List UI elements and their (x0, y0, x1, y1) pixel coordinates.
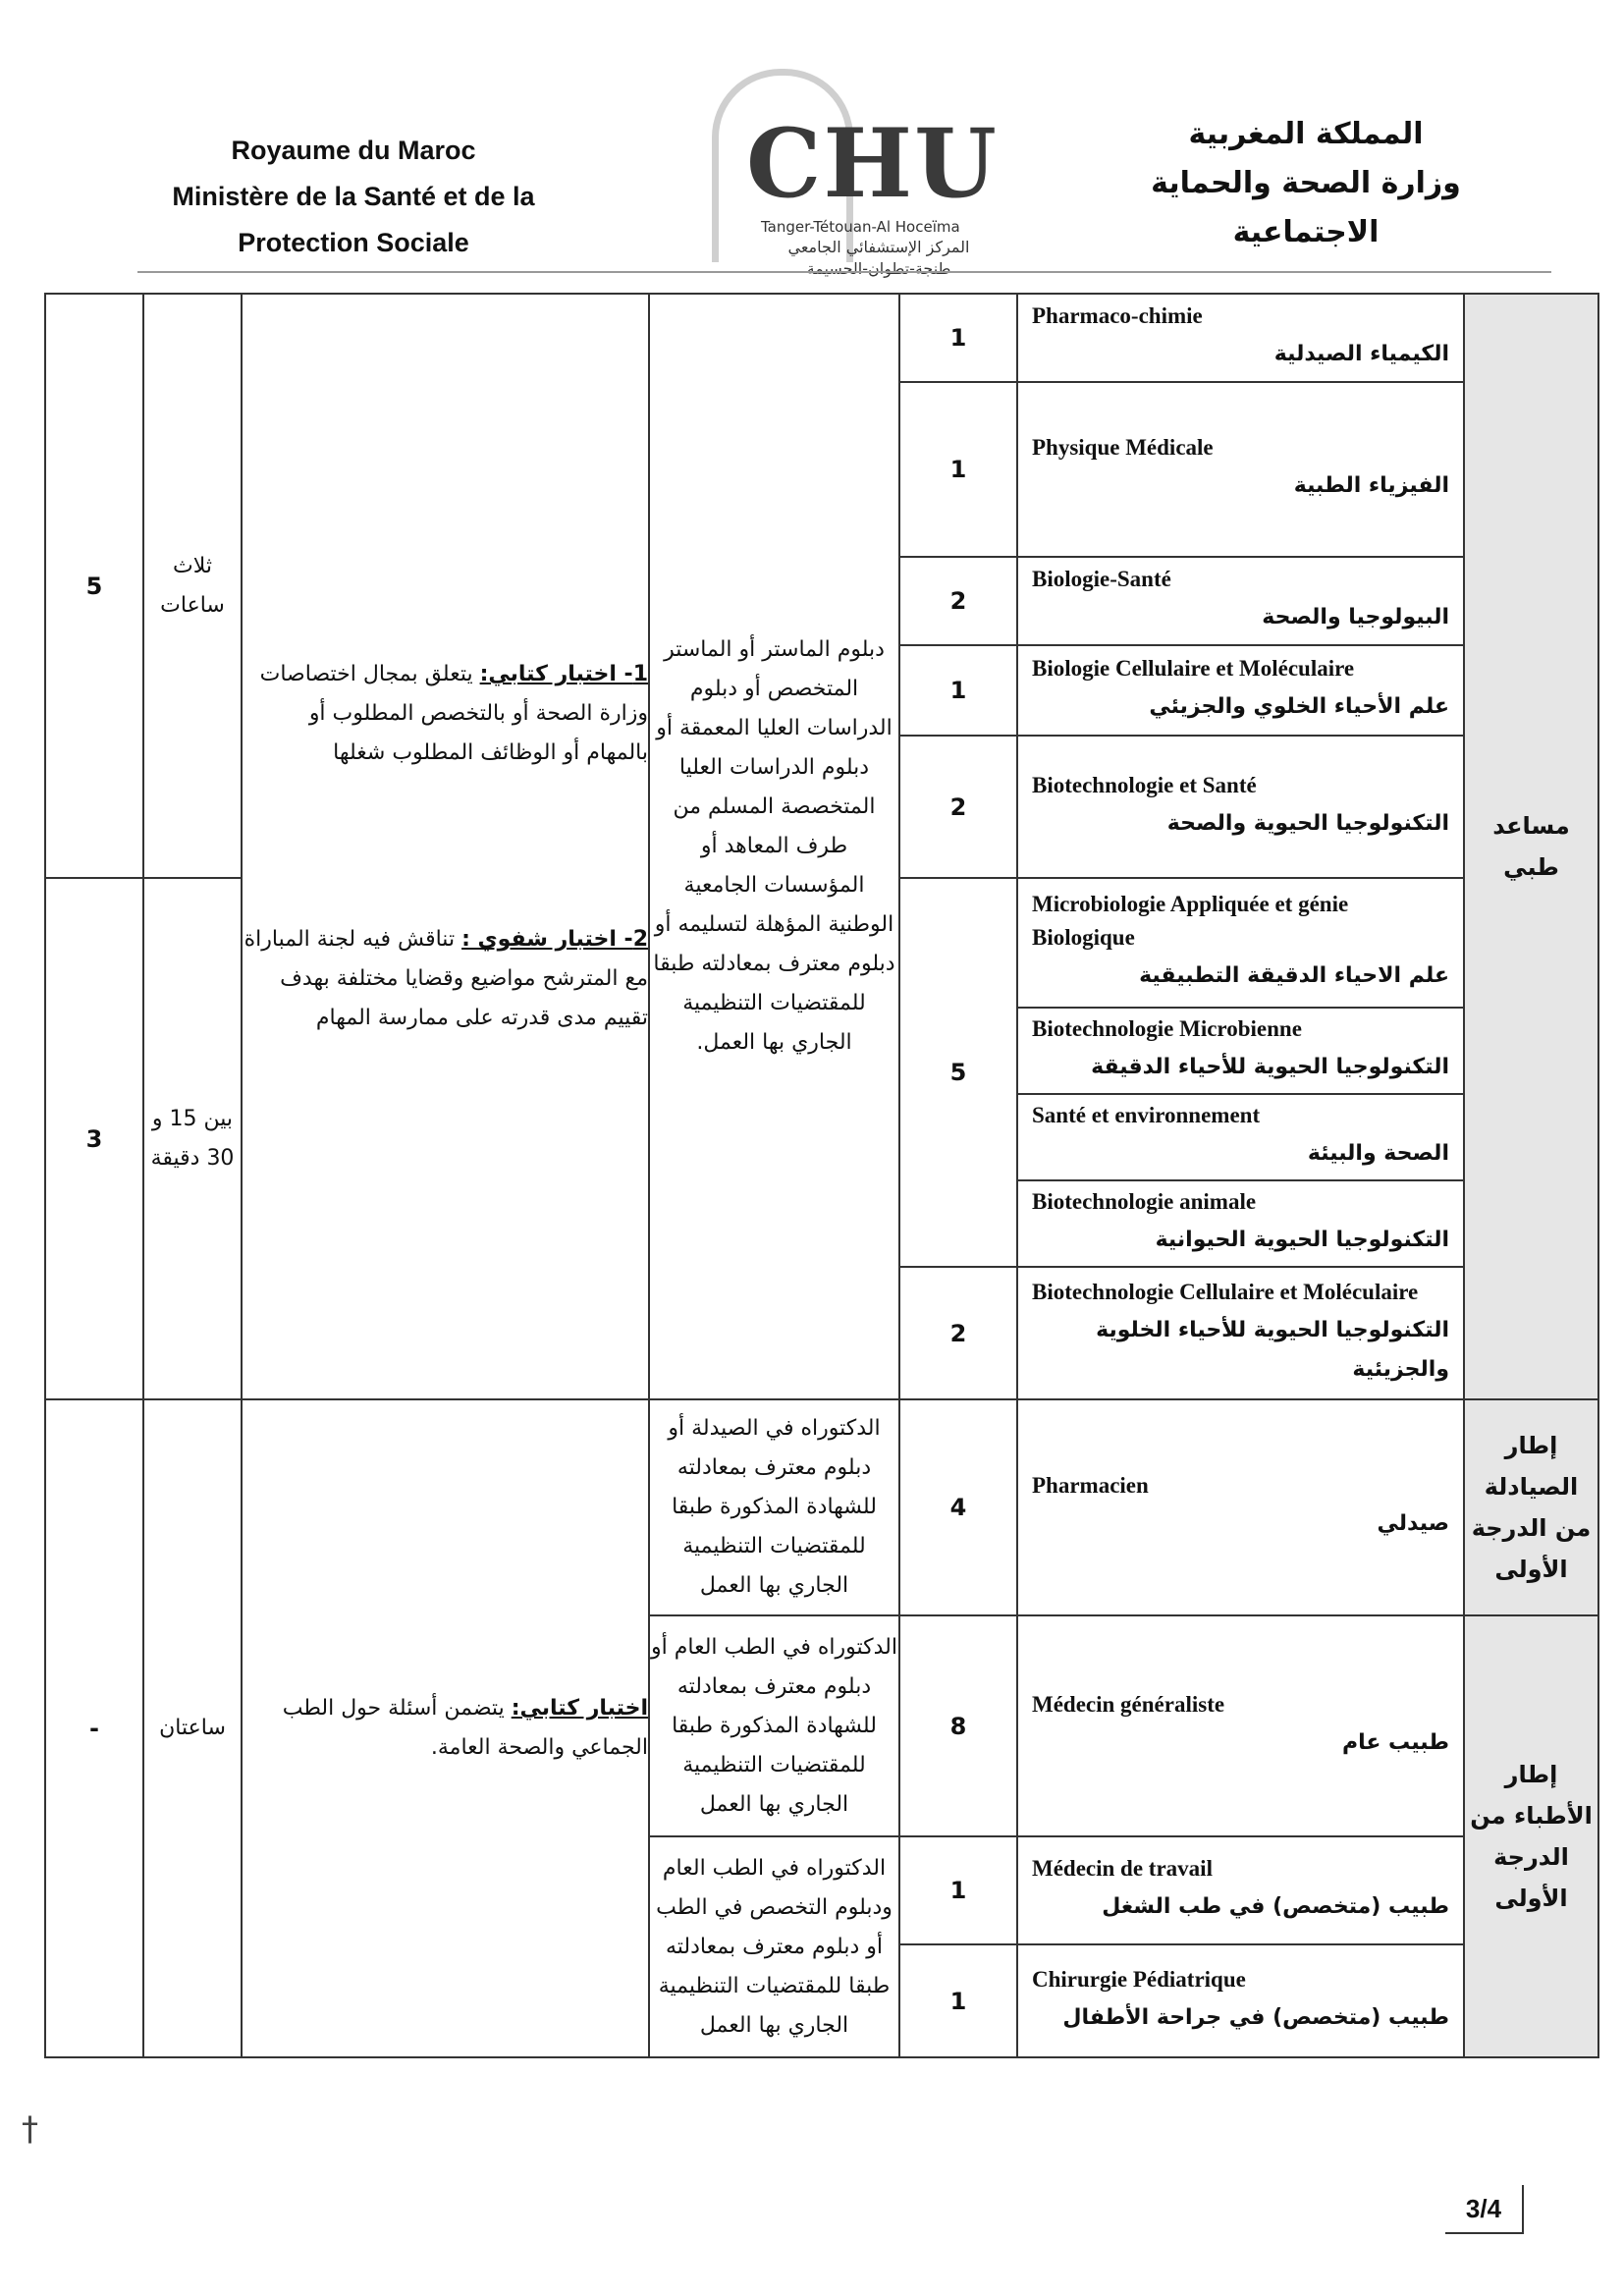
oral-exam-title: 2- اختبار شفوي : (461, 927, 648, 952)
specialty-cell (1017, 1836, 1464, 1944)
diploma-requirement: الدكتوراه في الطب العام أو دبلوم معترف بمعادلته للشهادة المذكورة طبقا للمقتضيات التنظيمية الجاري بها العمل (649, 1615, 899, 1836)
grade-pharmacists: إطار الصيادلة من الدرجة الأولى (1464, 1399, 1598, 1615)
header-divider (137, 271, 1551, 273)
scan-mark-icon: † (22, 2109, 38, 2149)
specialty-ar: التكنولوجيا الحيوية الحيوانية (1155, 1228, 1449, 1252)
specialty-ar: طبيب (متخصص) في جراحة الأطفال (1062, 2004, 1449, 2030)
specialty-ar: علم الأحياء الخلوي والجزيئي (1149, 694, 1449, 719)
logo-line2: المركز الإستشفائي الجامعي (787, 238, 970, 256)
posts-count: 1 (899, 1944, 1017, 2057)
posts-count: 1 (899, 382, 1017, 557)
specialty-cell (1017, 736, 1464, 878)
written-exam-title: 1- اختبار كتابي: (479, 662, 648, 686)
specialty-ar: الفيزياء الطبية (1293, 473, 1449, 498)
written-duration: ثلاث ساعات (143, 294, 242, 878)
diploma-requirement: دبلوم الماستر أو الماستر المتخصص أو دبلوم الدراسات العليا المعمقة أو دبلوم الدراسات العليا المتخصصة المسلم من طرف المعاهد أو المؤسسات الجامعية الوطنية المؤهلة لتسليمه أو دبلوم معترف بمعادلته طبقا للمقتضيات التنظيمية الجاري بها العمل. (649, 294, 899, 1399)
header-right-line: الاجتماعية (1232, 215, 1380, 249)
specialty-cell (1017, 1180, 1464, 1267)
specialty-ar: البيولوجيا والصحة (1262, 605, 1449, 629)
doctors-coefficient: - (45, 1399, 143, 2057)
header-right (1139, 110, 1473, 257)
posts-count: 1 (899, 1836, 1017, 1944)
oral-duration: بين 15 و 30 دقيقة (143, 878, 242, 1399)
posts-count: 2 (899, 736, 1017, 878)
written-coefficient: 5 (45, 294, 143, 878)
specialty-fr: Chirurgie Pédiatrique (1032, 1966, 1246, 1992)
oral-exam-text: تناقش فيه لجنة المباراة مع المترشح مواضيع وقضايا مختلفة بهدف تقييم مدى قدرته على ممارسة المهام (244, 927, 648, 1030)
posts-count: 1 (899, 645, 1017, 736)
specialty-cell (1017, 294, 1464, 382)
doctors-exam-description (242, 1399, 649, 2057)
written-exam-text: يتعلق بمجال اختصاصات وزارة الصحة أو بالتخصص المطلوب أو بالمهام أو الوظائف المطلوب شغلها (259, 662, 648, 765)
specialty-fr: Biologie-Santé (1032, 567, 1171, 591)
specialty-ar: طبيب عام (1341, 1729, 1449, 1755)
specialty-cell (1017, 1944, 1464, 2057)
posts-count: 8 (899, 1615, 1017, 1836)
specialty-cell (1017, 1008, 1464, 1094)
specialty-ar: التكنولوجيا الحيوية للأحياء الدقيقة (1091, 1055, 1449, 1079)
header-left-line: Protection Sociale (238, 228, 469, 257)
oral-coefficient: 3 (45, 878, 143, 1399)
specialty-fr: Biotechnologie Cellulaire et Moléculaire (1032, 1279, 1419, 1304)
doctors-exam-title: اختبار كتابي: (511, 1696, 648, 1721)
table-row (45, 294, 1598, 382)
specialty-fr: Biotechnologie animale (1032, 1189, 1257, 1214)
specialty-cell (1017, 878, 1464, 1008)
specialty-fr: Physique Médicale (1032, 435, 1214, 460)
header-right-line: المملكة المغربية (1188, 117, 1424, 151)
posts-count-group: 5 (899, 878, 1017, 1267)
grade-doctors: إطار الأطباء من الدرجة الأولى (1464, 1615, 1598, 2057)
recruitment-table (44, 293, 1599, 2058)
logo-acronym: CHU (746, 108, 999, 219)
doctors-exam-text: يتضمن أسئلة حول الطب الجماعي والصحة العامة. (282, 1696, 648, 1760)
specialty-fr: Pharmacien (1032, 1473, 1149, 1498)
diploma-requirement: الدكتوراه في الصيدلة أو دبلوم معترف بمعادلته للشهادة المذكورة طبقا للمقتضيات التنظيمية الجاري بها العمل (649, 1399, 899, 1615)
exam-description (242, 294, 649, 1399)
specialty-cell (1017, 382, 1464, 557)
posts-count: 2 (899, 1267, 1017, 1399)
specialty-cell (1017, 1399, 1464, 1615)
specialty-ar: علم الاحياء الدقيقة التطبيقية (1139, 963, 1449, 988)
specialty-cell (1017, 1615, 1464, 1836)
specialty-cell (1017, 557, 1464, 645)
specialty-ar: الصحة والبيئة (1307, 1141, 1449, 1166)
specialist-diploma-requirement: الدكتوراه في الطب العام ودبلوم التخصص في الطب أو دبلوم معترف بمعادلته طبقا للمقتضيات التنظيمية الجاري بها العمل (649, 1836, 899, 2057)
posts-count: 1 (899, 294, 1017, 382)
specialty-fr: Biologie Cellulaire et Moléculaire (1032, 656, 1355, 681)
specialty-cell (1017, 1267, 1464, 1399)
specialty-cell (1017, 645, 1464, 736)
specialty-fr: Microbiologie Appliquée et génie Biologique (1032, 892, 1349, 950)
chu-logo (712, 69, 999, 278)
specialty-cell (1017, 1094, 1464, 1180)
logo-line1: Tanger-Tétouan-Al Hoceïma (761, 218, 960, 236)
specialty-ar: صيدلي (1377, 1511, 1449, 1536)
specialty-fr: Pharmaco-chimie (1032, 303, 1203, 328)
header-left-line: Royaume du Maroc (231, 136, 476, 165)
specialty-ar: الكيمياء الصيدلية (1273, 342, 1449, 366)
specialty-fr: Médecin généraliste (1032, 1691, 1225, 1717)
specialty-fr: Médecin de travail (1032, 1856, 1213, 1881)
header-left-line: Ministère de la Santé et de la (172, 182, 535, 211)
specialty-fr: Biotechnologie Microbienne (1032, 1016, 1302, 1041)
specialty-fr: Biotechnologie et Santé (1032, 772, 1257, 797)
specialty-ar: التكنولوجيا الحيوية والصحة (1166, 810, 1449, 836)
posts-count: 2 (899, 557, 1017, 645)
grade-medical-assistant: مساعد طبي (1464, 294, 1598, 1399)
logo-line3: طنجة-تطوان-الحسيمة (806, 259, 951, 278)
header-left (137, 128, 569, 266)
posts-count: 4 (899, 1399, 1017, 1615)
specialty-fr: Santé et environnement (1032, 1103, 1261, 1127)
page-number: 3/4 (1445, 2185, 1524, 2234)
table-row (45, 1399, 1598, 1615)
specialty-ar: طبيب (متخصص) في طب الشغل (1102, 1894, 1449, 1919)
doctors-duration: ساعتان (143, 1399, 242, 2057)
specialty-ar: التكنولوجيا الحيوية للأحياء الخلوية والجزيئية (1096, 1317, 1449, 1382)
header-right-line: وزارة الصحة والحماية (1151, 166, 1461, 200)
